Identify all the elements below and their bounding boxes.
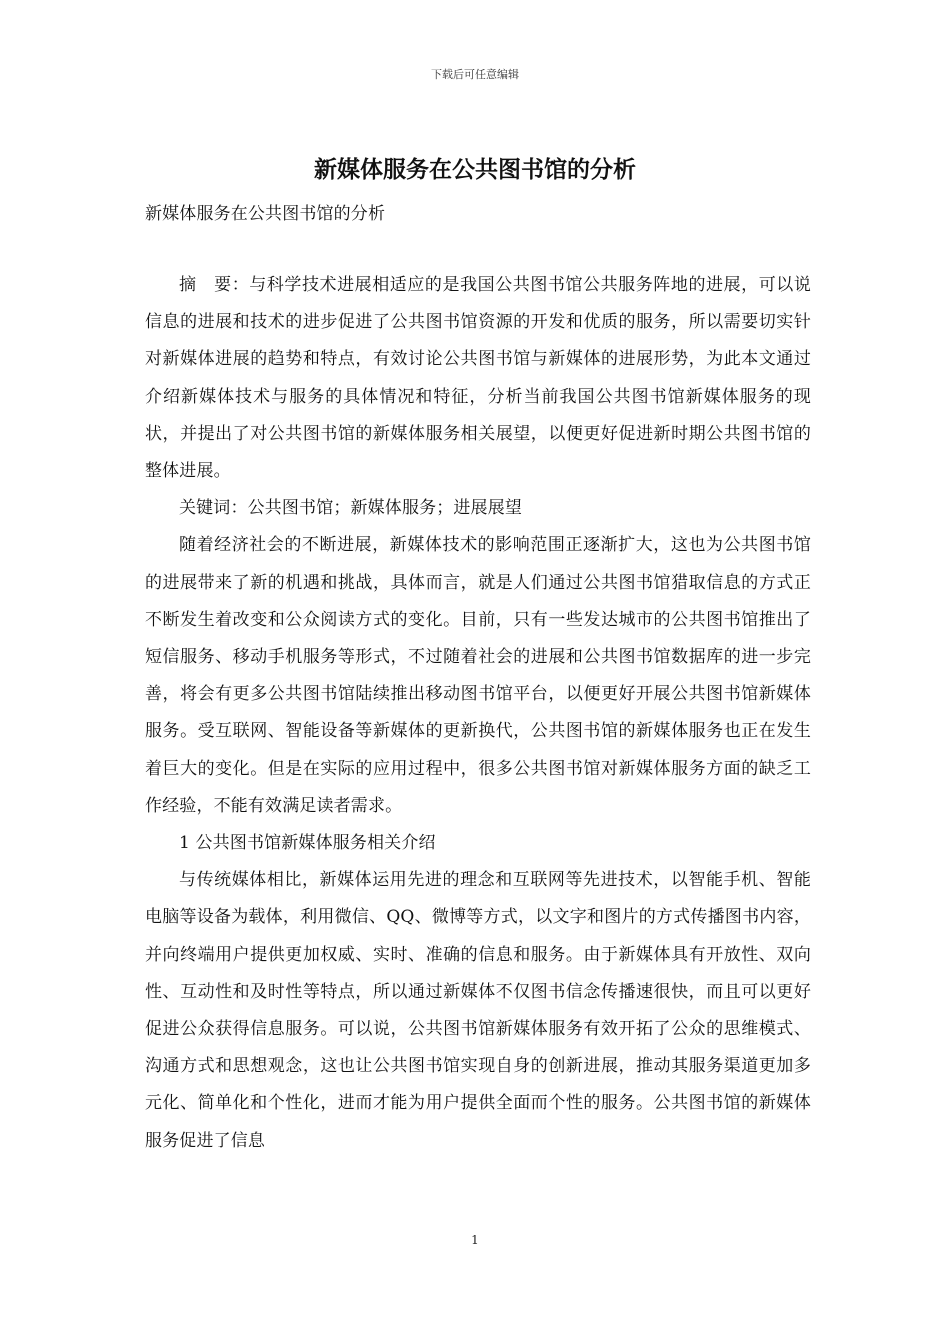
page-header: 下载后可任意编辑 (431, 68, 519, 81)
section-heading: 1 公共图书馆新媒体服务相关介绍 (179, 833, 436, 854)
page-number: 1 (471, 1233, 479, 1247)
intro-paragraph: 随着经济社会的不断进展，新媒体技术的影响范围正逐渐扩大，这也为公共图书馆的进展带来了新的机遇和挑战，具体而言，就是人们通过公共图书馆猎取信息的方式正不断发生着改变和公众阅读方式的变化。目前，只有一些发达城市的公共图书馆推出了短信服务、移动手机服务等形式，不过随着社会的进展和公共图书馆数据库的进一步完善，将会有更多公共图书馆陆续推出移动图书馆平台，以便更好开展公共图书馆新媒体服务。受互联网、智能设备等新媒体的更新换代，公共图书馆的新媒体服务也正在发生着巨大的变化。但是在实际的应用过程中，很多公共图书馆对新媒体服务方面的缺乏工作经验，不能有效满足读者需求。 (145, 535, 811, 816)
abstract-paragraph: 摘 要：与科学技术进展相适应的是我国公共图书馆公共服务阵地的进展，可以说信息的进展和技术的进步促进了公共图书馆资源的开发和优质的服务，所以需要切实针对新媒体进展的趋势和特点，有效讨论公共图书馆与新媒体的进展形势，为此本文通过介绍新媒体技术与服务的具体情况和特征，分析当前我国公共图书馆新媒体服务的现状，并提出了对公共图书馆的新媒体服务相关展望，以便更好促进新时期公共图书馆的整体进展。 (145, 275, 811, 482)
keywords-paragraph: 关键词：公共图书馆；新媒体服务；进展展望 (179, 498, 522, 519)
document-title: 新媒体服务在公共图书馆的分析 (314, 157, 636, 183)
document-body (145, 267, 811, 1160)
document-subtitle: 新媒体服务在公共图书馆的分析 (145, 204, 386, 224)
section-paragraph: 与传统媒体相比，新媒体运用先进的理念和互联网等先进技术，以智能手机、智能电脑等设备为载体，利用微信、QQ、微博等方式，以文字和图片的方式传播图书内容，并向终端用户提供更加权威、实时、准确的信息和服务。由于新媒体具有开放性、双向性、互动性和及时性等特点，所以通过新媒体不仅图书信念传播速很快，而且可以更好促进公众获得信息服务。可以说，公共图书馆新媒体服务有效开拓了公众的思维模式、沟通方式和思想观念，这也让公共图书馆实现自身的创新进展，推动其服务渠道更加多元化、简单化和个性化，进而才能为用户提供全面而个性的服务。公共图书馆的新媒体服务促进了信息 (145, 870, 811, 1151)
